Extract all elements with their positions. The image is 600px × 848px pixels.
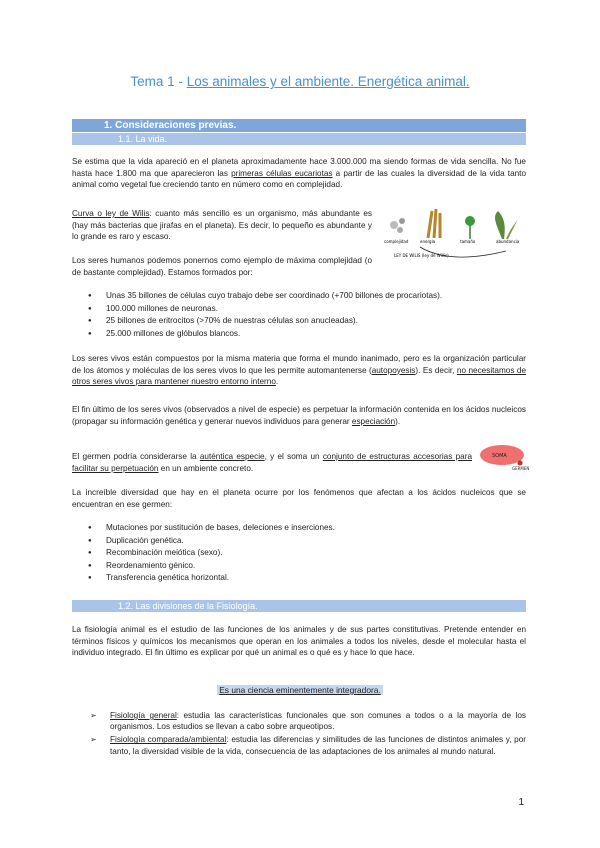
wheat-icon [428, 209, 440, 238]
list-divisiones [90, 710, 526, 759]
fig1-label-energia: energía [420, 239, 436, 244]
list-item: ● Unas 35 billones de células cuyo trabajo debe ser coordinado (+700 billones de procariotas). [88, 290, 442, 303]
title-main: Los animales y el ambiente. Energética animal. [186, 74, 470, 89]
fig1-label-tamano: tamaño [460, 239, 476, 244]
paragraph-humanos: Los seres humanos podemos ponernos como ejemplo de máxima complejidad (o de bastante complejidad). Estamos formados por: [72, 256, 372, 277]
title-prefix: Tema 1 - [130, 74, 187, 89]
list-item: ● Duplicación genética. [88, 535, 335, 548]
list-item: ● Mutaciones por sustitución de bases, deleciones e inserciones. [88, 522, 335, 535]
list-item: ● 25.000 millones de glóbulos blancos. [88, 328, 442, 341]
paragraph-fisiologia: La fisiología animal es el estudio de las funciones de los animales y de sus partes constitutivas. Pretende entender en términos físicos y químicos los mecanismos que operan en los animales a todos los niveles, desde el molecular hasta el individuo integrado. El fin último es explicar por qué un animal es o qué es y hace lo que hace. [72, 625, 526, 658]
list-item: ● 25 billones de eritrocitos (>70% de nuestras células son anucleadas). [88, 315, 442, 328]
fig1-label-complejidad: complejidad [384, 239, 409, 244]
list-item: ● Reordenamiento génico. [88, 560, 335, 573]
paragraph-vida: Se estima que la vida apareció en el planeta aproximadamente hace 3.000.000 ma siendo formas de vida sencilla. No fue hasta hace 1.800 ma que aparecieron las primeras células eucariotas a partir de las cuales la diversidad de la vida tanto animal como vegetal fue creciendo tanto en número como en complejidad. [72, 157, 527, 190]
list-item: ● Recombinación meiótica (sexo). [88, 547, 335, 560]
paragraph-diversidad: La increíble diversidad que hay en el planeta ocurre por los fenómenos que afectan a los ácidos nucleicos que se encuentran en ese germen: [72, 488, 526, 509]
paragraph-fin: El fin último de los seres vivos (observados a nivel de especie) es perpetuar la información contenida en los ácidos nucleicos (propagar su información genética y generar nuevos individuos para generar especiación). [72, 405, 526, 426]
fig2-label-germen: GERMEN [512, 466, 530, 471]
list-humanos [88, 290, 442, 340]
wilis-figure [380, 203, 526, 273]
fig2-label-soma: SOMA [492, 453, 507, 459]
subsection-heading: 1.1. La vida. [118, 134, 168, 144]
list-item: ➢ Fisiología comparada/ambiental: estudia las diferencias y similitudes de las funciones de distintos animales y, por tanto, la diversidad visible de la vida, consecuencia de las adaptaciones de los animales al mundo natural. [90, 734, 526, 756]
list-item: ● 100.000 millones de neuronas. [88, 303, 442, 316]
page-number: 1 [518, 797, 524, 808]
paragraph-wilis: Curva o ley de Wilis: cuanto más sencillo es un organismo, más abundante es (hay más bacterias que jirafas en el planeta). Es decir, lo pequeño es abundante y lo grande es raro y escaso. [72, 209, 372, 242]
list-item: ● Transferencia genética horizontal. [88, 572, 335, 585]
seedling-icon [465, 216, 475, 239]
list-item: ➢ Fisiología general: estudia las características funcionales que son comunes a todos o a la mayoría de los organismos. Los estudios se llevan a cabo sobre arqueotipos. [90, 710, 526, 732]
paragraph-germen: El germen podría considerarse la auténtica especie, y el soma un conjunto de estructuras accesorias para facilitar su perpetuación en un ambiente concreto. [72, 452, 472, 473]
page-title [0, 74, 600, 89]
germen-dot [518, 461, 523, 466]
highlight-note: Es una ciencia eminentemente integradora. [219, 685, 381, 695]
fig1-label-abundancia: abundancia [496, 239, 520, 244]
list-fenomenos [88, 522, 335, 585]
plant-icon [495, 211, 520, 239]
paragraph-materia: Los seres vivos están compuestos por la misma materia que forma el mundo inanimado, pero es la organización particular de los átomos y moléculas de los seres vivos lo que les permite automantenerse (autopoyesis). Es decir, no necesitamos de otros seres vivos para mantener nuestro entorno interno. [72, 354, 526, 387]
section-heading: 1. Consideraciones previas. [104, 120, 237, 131]
soma-germen-figure [476, 443, 532, 471]
subsection-heading-2: 1.2. Las divisiones de la Fisiología. [118, 601, 258, 611]
fig1-caption: LEY DE WILIS (ley de Willis) [394, 253, 449, 258]
bacteria-icon [390, 218, 405, 233]
